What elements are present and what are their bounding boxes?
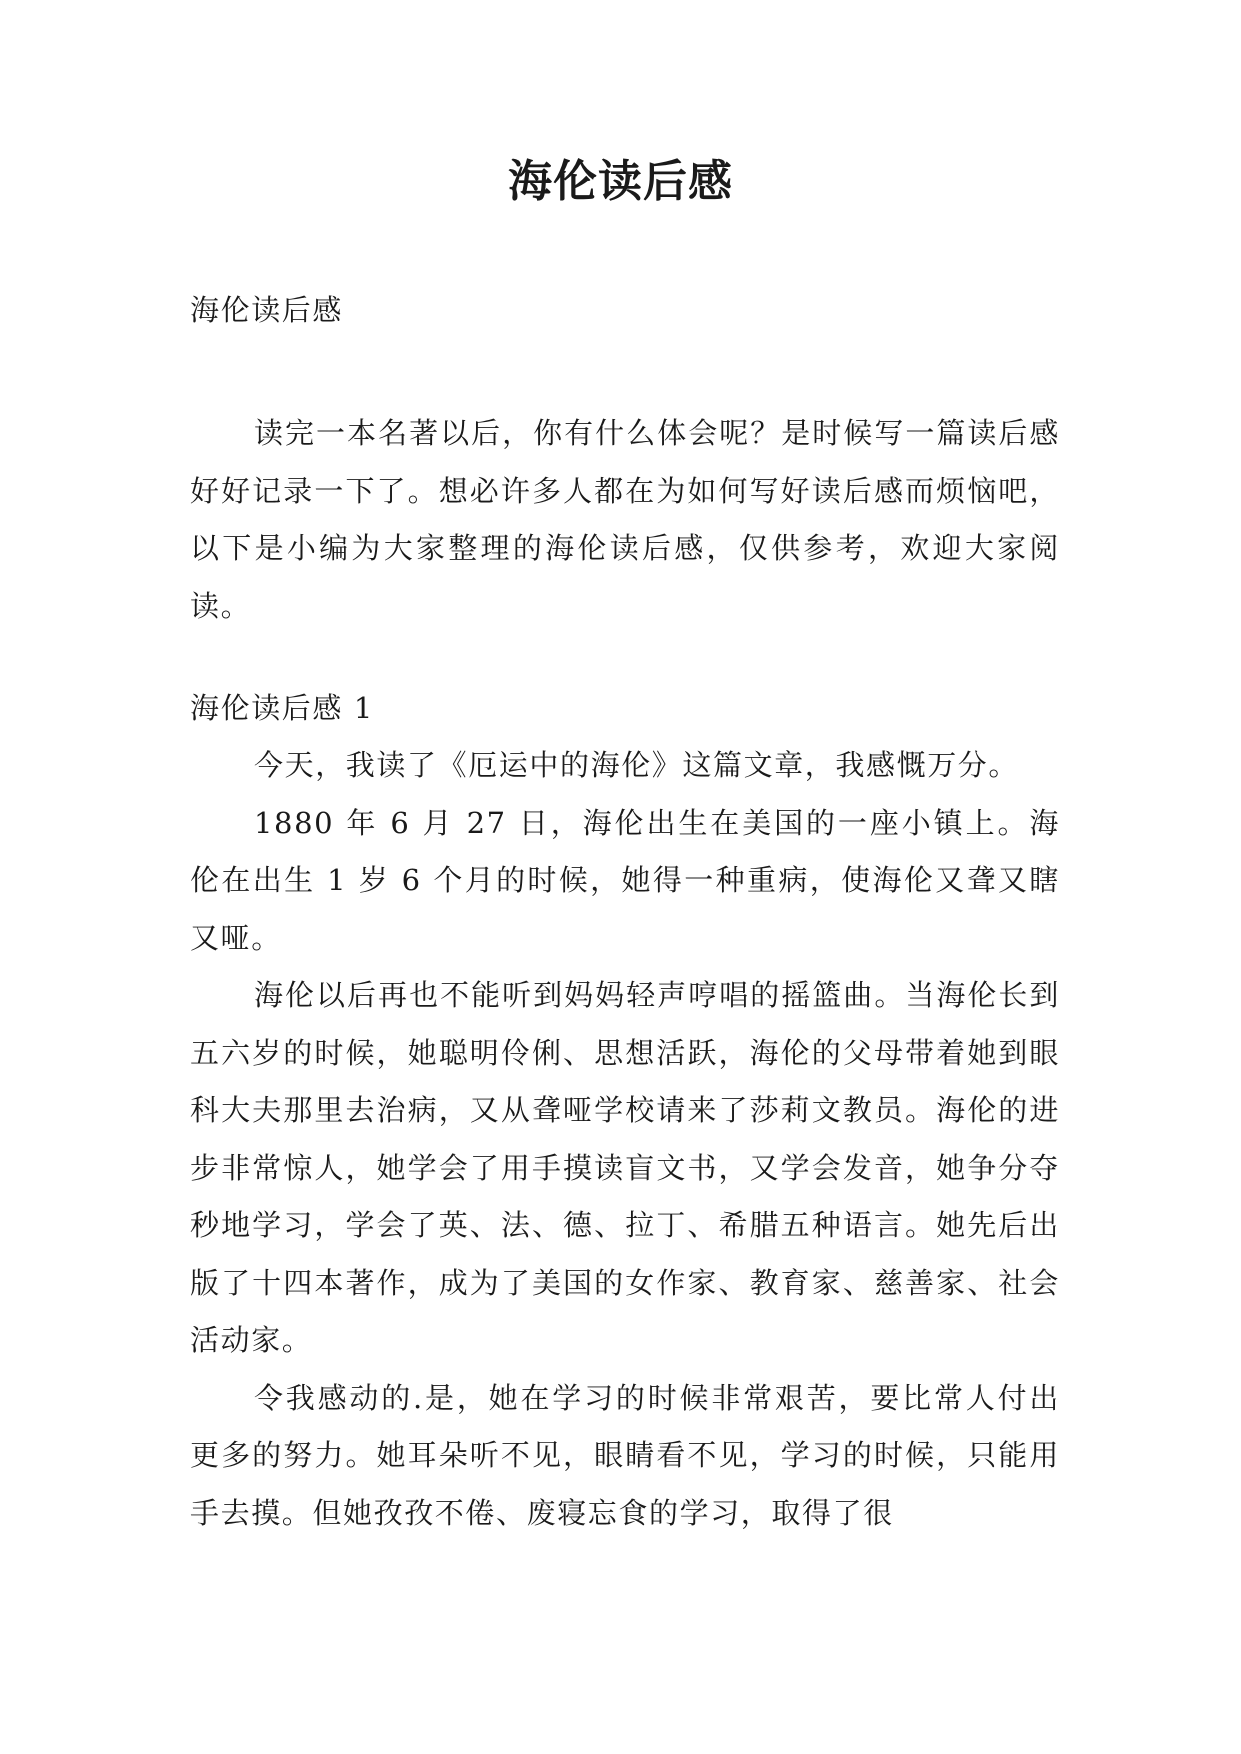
- document-subtitle: 海伦读后感: [190, 293, 344, 327]
- body-paragraph-3: 海伦以后再也不能听到妈妈轻声哼唱的摇篮曲。当海伦长到五六岁的时候，她聪明伶俐、思想活跃，海伦的父母带着她到眼科大夫那里去治病，又从聋哑学校请来了莎莉文教员。海伦的进步非常惊人，她学会了用手摸读盲文书，又学会发音，她争分夺秒地学习，学会了英、法、德、拉丁、希腊五种语言。她先后出版了十四本著作，成为了美国的女作家、教育家、慈善家、社会活动家。: [190, 978, 1060, 1357]
- section-heading: 海伦读后感 1: [190, 691, 374, 725]
- intro-paragraph: 读完一本名著以后，你有什么体会呢？是时候写一篇读后感好好记录一下了。想必许多人都在为如何写好读后感而烦恼吧，以下是小编为大家整理的海伦读后感，仅供参考，欢迎大家阅读。: [190, 416, 1060, 623]
- body-text: [190, 737, 1060, 1542]
- body-paragraph-4: 令我感动的.是，她在学习的时候非常艰苦，要比常人付出更多的努力。她耳朵听不见，眼睛看不见，学习的时候，只能用手去摸。但她孜孜不倦、废寝忘食的学习，取得了很: [190, 1380, 1060, 1530]
- document-title: 海伦读后感: [508, 156, 733, 207]
- body-paragraph-1: 今天，我读了《厄运中的海伦》这篇文章，我感慨万分。: [254, 748, 1020, 782]
- body-paragraph-2: 1880 年 6 月 27 日，海伦出生在美国的一座小镇上。海伦在出生 1 岁 6 个月的时候，她得一种重病，使海伦又聋又瞎又哑。: [190, 805, 1060, 955]
